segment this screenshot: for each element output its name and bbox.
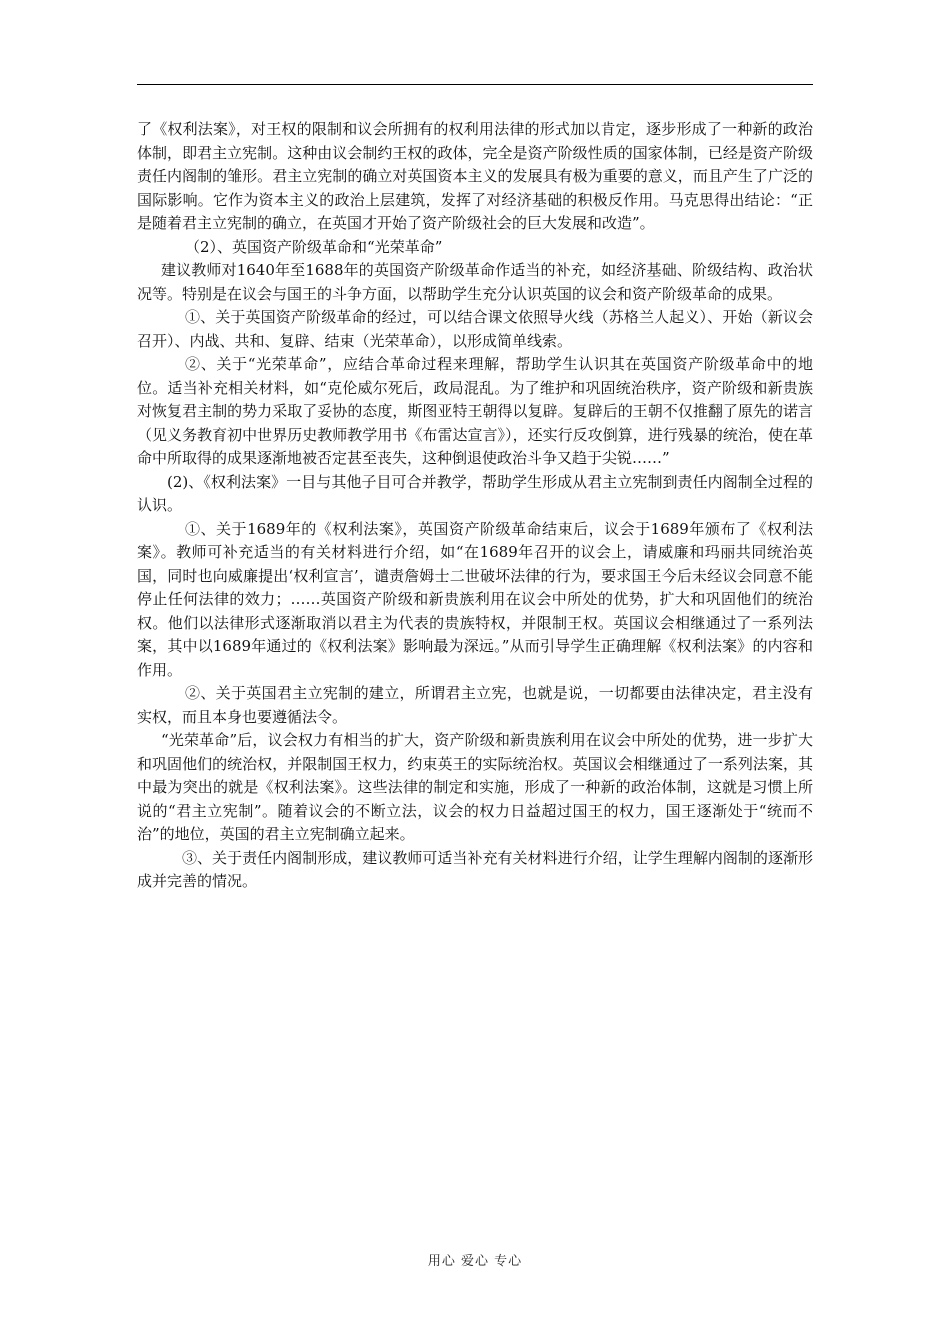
paragraph-constitutional-monarchy: ②、关于英国君主立宪制的建立，所谓君主立宪，也就是说，一切都要由法律决定，君主没有实权，而且本身也要遵循法令。 bbox=[137, 684, 813, 726]
section-heading-revolution: （2）、英国资产阶级革命和“光荣革命” bbox=[185, 237, 443, 256]
paragraph-point-1: ①、关于英国资产阶级革命的经过，可以结合课文依照导火线（苏格兰人起义）、开始（新议会召开）、内战、共和、复辟、结束（光荣革命），以形成简单线索。 bbox=[137, 308, 813, 350]
paragraph-continuation: 了《权利法案》，对王权的限制和议会所拥有的权利用法律的形式加以肯定，逐步形成了一种新的政治体制，即君主立宪制。这种由议会制约王权的政体，完全是资产阶级性质的国家体制，已经是资产阶级责任内阁制的雏形。君主立宪制的确立对英国资本主义的发展具有极为重要的意义，而且产生了广泛的国际影响。它作为资本主义的政治上层建筑，发挥了对经济基础的积极反作用。马克思得出结论：“正是随着君主立宪制的确立，在英国才开始了资产阶级社会的巨大发展和改造”。 bbox=[137, 120, 813, 232]
page-footer: 用心 爱心 专心 bbox=[427, 1254, 523, 1269]
paragraph-cabinet-system: ③、关于责任内阁制形成，建议教师可适当补充有关材料进行介绍，让学生理解内阁制的逐渐形成并完善的情况。 bbox=[137, 848, 813, 890]
paragraph-point-2: ②、关于“光荣革命”，应结合革命过程来理解，帮助学生认识其在英国资产阶级革命中的地位。适当补充相关材料，如“克伦威尔死后，政局混乱。为了维护和巩固统治秩序，资产阶级和新贵族对恢复君主制的势力采取了妥协的态度，斯图亚特王朝得以复辟。复辟后的王朝不仅推翻了原先的诺言（见义务教育初中世界历史教师教学用书《布雷达宣言》），还实行反攻倒算，进行残暴的统治，使在革命中所取得的成果逐渐地被否定甚至丧失，这种倒退使政治斗争又趋于尖锐……” bbox=[137, 355, 813, 467]
header-rule bbox=[137, 84, 813, 85]
paragraph-bill-of-rights-1689: ①、关于1689年的《权利法案》，英国资产阶级革命结束后，议会于1689年颁布了《权利法案》。教师可补充适当的有关材料进行介绍，如“在1689年召开的议会上，请威廉和玛丽共同统治英国，同时也向威廉提出‘权利宣言’，谴责詹姆士二世破坏法律的行为，要求国王今后未经议会同意不能停止任何法律的效力；……英国资产阶级和新贵族利用在议会中所处的优势，扩大和巩固他们的统治权。他们以法律形式逐渐取消以君主为代表的贵族特权，并限制王权。英国议会相继通过了一系列法案，其中以1689年通过的《权利法案》影响最为深远。”从而引导学生正确理解《权利法案》的内容和作用。 bbox=[137, 519, 813, 679]
paragraph-glorious-revolution-after: “光荣革命”后，议会权力有相当的扩大，资产阶级和新贵族利用在议会中所处的优势，进一步扩大和巩固他们的统治权，并限制国王权力，约束英王的实际统治权。英国议会相继通过了一系列法案，其中最为突出的就是《权利法案》。这些法律的制定和实施，形成了一种新的政治体制，这就是习惯上所说的“君主立宪制”。随着议会的不断立法，议会的权力日益超过国王的权力，国王逐渐处于“统而不治”的地位，英国的君主立宪制确立起来。 bbox=[137, 731, 813, 843]
section-heading-bill-of-rights: (2)、《权利法案》一目与其他子目可合并教学，帮助学生形成从君主立宪制到责任内阁制全过程的认识。 bbox=[137, 472, 813, 514]
document-body bbox=[137, 118, 813, 894]
paragraph-suggestion: 建议教师对1640年至1688年的英国资产阶级革命作适当的补充，如经济基础、阶级结构、政治状况等。特别是在议会与国王的斗争方面，以帮助学生充分认识英国的议会和资产阶级革命的成果。 bbox=[137, 261, 813, 303]
